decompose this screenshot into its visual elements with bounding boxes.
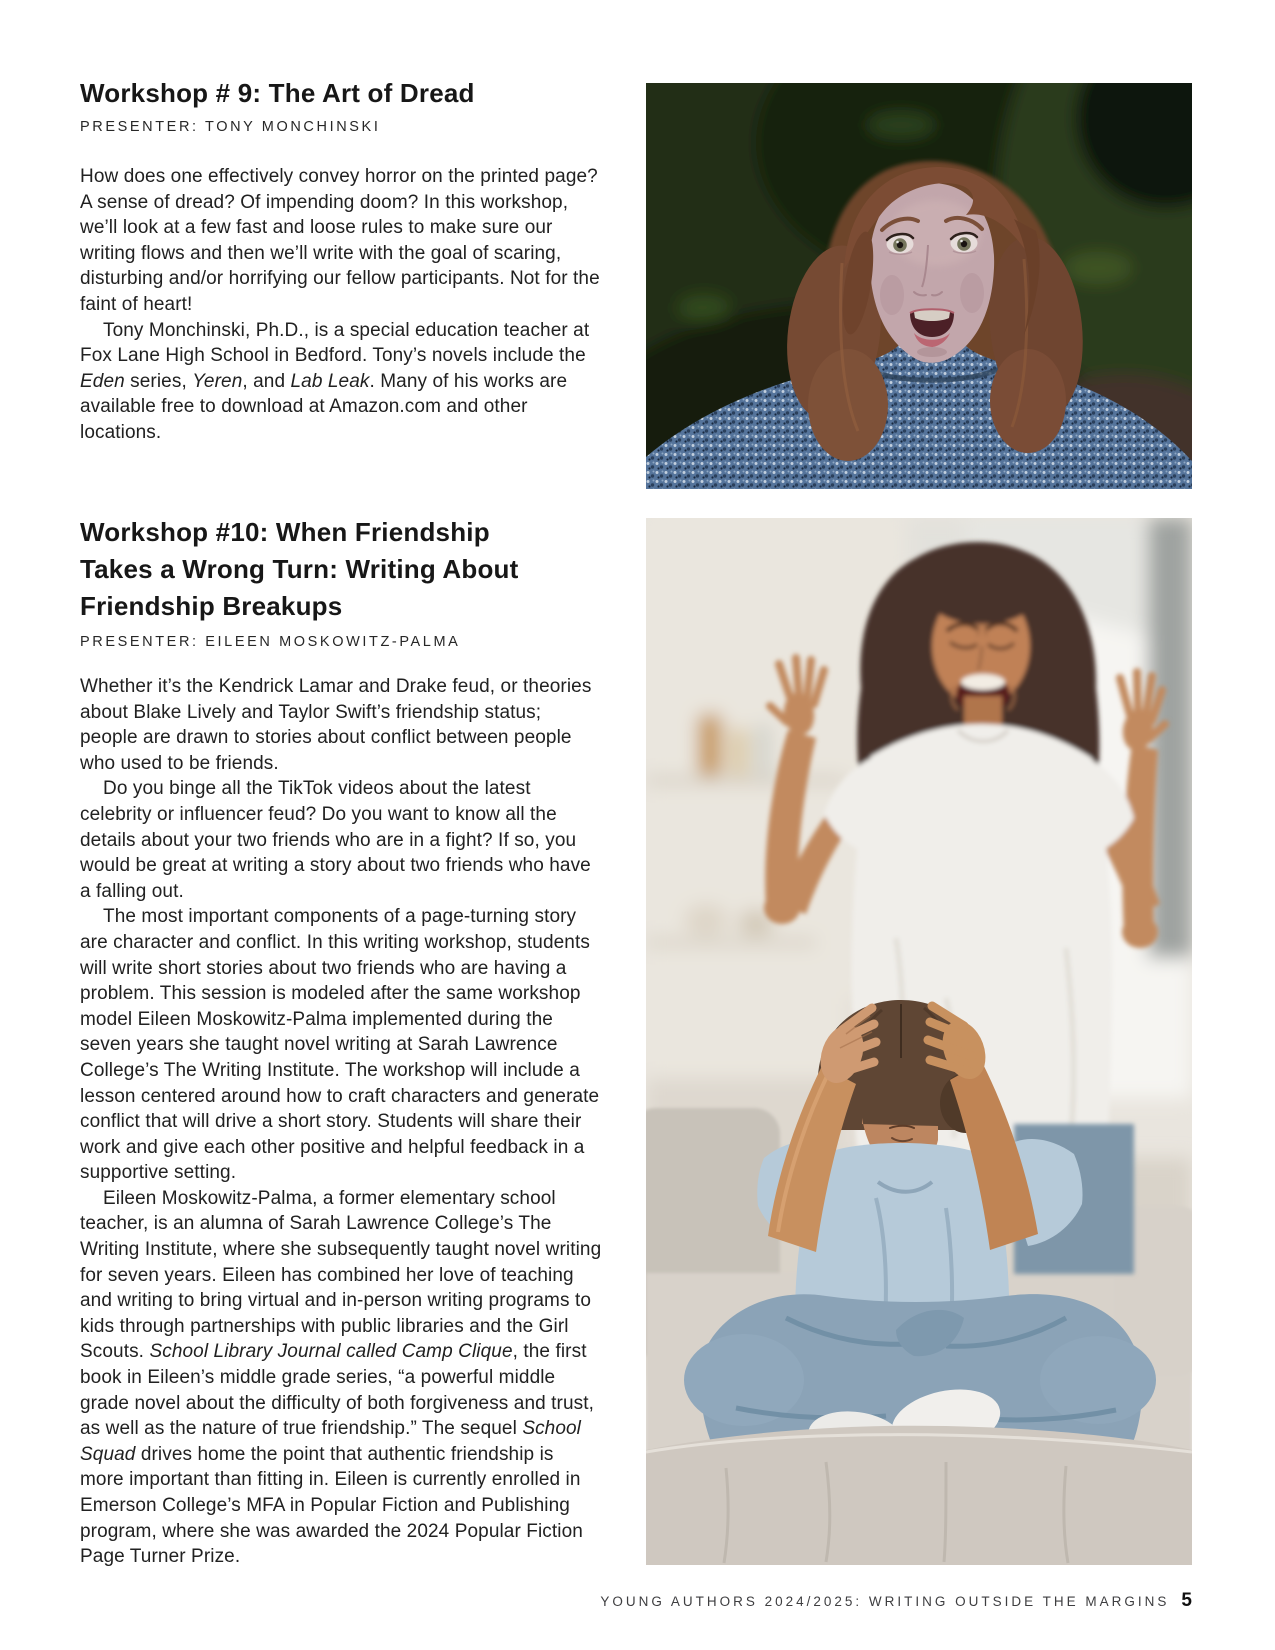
body-paragraph: Whether it’s the Kendrick Lamar and Drake feud, or theories about Blake Lively and Taylor Swift’s friendship status; people are drawn to stories about conflict between people who used to be friends. [80, 676, 592, 774]
friendship-breakup-photo [646, 518, 1192, 1565]
scared-woman-illustration [646, 83, 1192, 489]
workshop-10-title [80, 514, 602, 625]
scared-woman-photo [646, 83, 1192, 489]
body-paragraph: Tony Monchinski, Ph.D., is a special education teacher at Fox Lane High School in Bedford. Tony’s novels include the Eden series, Yeren, and Lab Leak. Many of his works are available free to download at Amazon.com and other locations. [80, 319, 590, 443]
body-paragraph: Do you binge all the TikTok videos about the latest celebrity or influencer feud? Do you want to know all the details about your two friends who are in a fight? If so, you would be great at writing a story about two friends who have a falling out. [80, 778, 591, 902]
body-paragraph: How does one effectively convey horror on the printed page? A sense of dread? Of impending doom? In this workshop, we’ll look at a few fast and loose rules to make sure our writing flows and then we’ll write with the goal of scaring, disturbing and/or horrifying our fellow participants. Not for the faint of heart! [80, 166, 600, 315]
friendship-breakup-illustration [646, 518, 1192, 1565]
title-line: Friendship Breakups [80, 591, 343, 621]
title-line: Takes a Wrong Turn: Writing About [80, 554, 519, 584]
body-paragraph: The most important components of a page-turning story are character and conflict. In this writing workshop, students will write short stories about two friends who are having a problem. This session is modeled after the same workshop model Eileen Moskowitz-Palma implemented during the seven years she taught novel writing at Sarah Lawrence College’s The Writing Institute. The workshop will include a lesson centered around how to craft characters and generate conflict that will drive a short story. Students will share their work and give each other positive and helpful feedback in a supportive setting. [80, 906, 600, 1184]
workshop-9-section [80, 76, 602, 446]
page-footer [600, 1590, 1192, 1612]
footer-running-title: YOUNG AUTHORS 2024/2025: WRITING OUTSIDE THE MARGINS [600, 1594, 1170, 1609]
page-number: 5 [1181, 1590, 1192, 1611]
title-line: Workshop #10: When Friendship [80, 517, 490, 547]
body-paragraph: Eileen Moskowitz-Palma, a former elementary school teacher, is an alumna of Sarah Lawrence College’s The Writing Institute, where she subsequently taught novel writing for seven years. Eileen has combined her love of teaching and writing to bring virtual and in-person writing programs to kids through partnerships with public libraries and the Girl Scouts. School Library Journal called Camp Clique, the first book in Eileen’s middle grade series, “a powerful middle grade novel about the difficulty of both forgiveness and trust, as well as the nature of true friendship.” The sequel School Squad drives home the point that authentic friendship is more important than fitting in. Eileen is currently enrolled in Emerson College’s MFA in Popular Fiction and Publishing program, where she was awarded the 2024 Popular Fiction Page Turner Prize. [80, 1187, 602, 1568]
workshop-10-description [80, 674, 602, 1570]
workshop-10-section [80, 514, 602, 1570]
workshop-9-description [80, 164, 602, 446]
workshop-9-presenter: PRESENTER: TONY MONCHINSKI [80, 119, 381, 135]
workshop-9-title [80, 76, 602, 110]
title-line: Workshop # 9: The Art of Dread [80, 78, 475, 108]
workshop-10-presenter: PRESENTER: EILEEN MOSKOWITZ-PALMA [80, 634, 461, 650]
